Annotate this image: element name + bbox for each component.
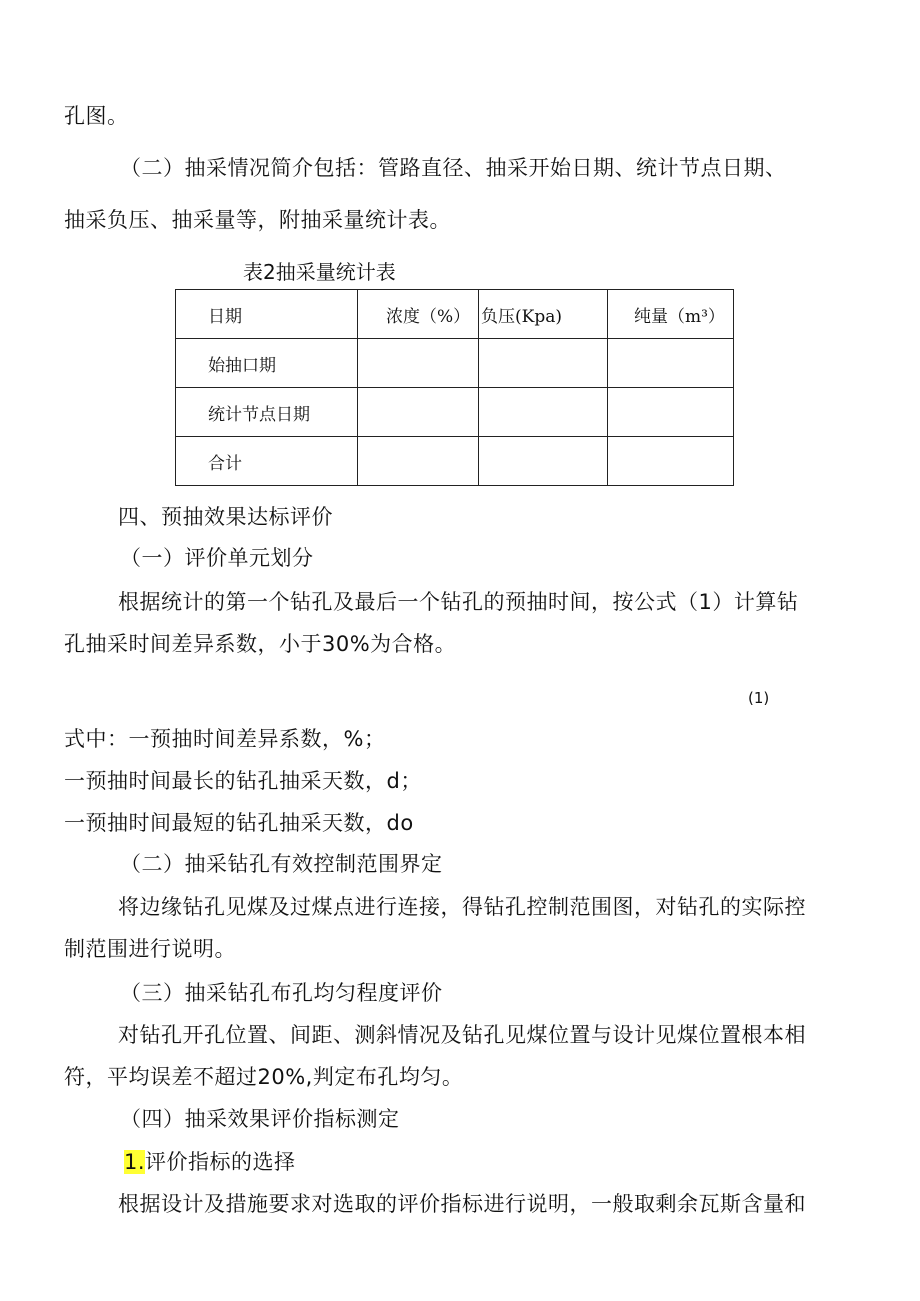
table-row xyxy=(176,437,734,486)
header-cell: 纯量（m³） xyxy=(608,290,734,339)
paragraph-line: 制范围进行说明。 xyxy=(64,937,236,961)
header-cell: 负压(Kpa) xyxy=(479,290,608,339)
table-caption: 表2抽采量统计表 xyxy=(243,260,396,284)
paragraph-line: 一预抽时间最短的钻孔抽采天数，do xyxy=(64,811,414,835)
list-item xyxy=(124,1148,296,1176)
paragraph-line: （二）抽采情况简介包括：管路直径、抽采开始日期、统计节点日期、 xyxy=(120,156,787,180)
paragraph-line: 将边缘钻孔见煤及过煤点进行连接，得钻孔控制范围图，对钻孔的实际控 xyxy=(118,895,806,919)
list-item-text: 评价指标的选择 xyxy=(145,1150,296,1174)
paragraph-line: 符，平均误差不超过20%,判定布孔均匀。 xyxy=(64,1065,464,1089)
table-cell xyxy=(358,388,479,437)
table-cell: 统计节点日期 xyxy=(176,388,358,437)
table-cell xyxy=(479,339,608,388)
subsection-heading: （二）抽采钻孔有效控制范围界定 xyxy=(120,852,443,876)
list-marker: 1. xyxy=(124,1150,146,1174)
paragraph-line: 孔抽采时间差异系数，小于30%为合格。 xyxy=(64,632,457,656)
paragraph-line: 孔图。 xyxy=(64,104,129,128)
paragraph-line: 根据统计的第一个钻孔及最后一个钻孔的预抽时间，按公式（1）计算钻 xyxy=(118,590,799,614)
paragraph-line: 一预抽时间最长的钻孔抽采天数，d； xyxy=(64,769,422,793)
paragraph-line: 式中：一预抽时间差异系数，%； xyxy=(64,727,386,751)
subsection-heading: （三）抽采钻孔布孔均匀程度评价 xyxy=(120,981,443,1005)
subsection-heading: （四）抽采效果评价指标测定 xyxy=(120,1107,400,1131)
table-row xyxy=(176,388,734,437)
paragraph-line: 根据设计及措施要求对选取的评价指标进行说明，一般取剩余瓦斯含量和 xyxy=(118,1192,806,1216)
section-heading: 四、预抽效果达标评价 xyxy=(118,505,333,529)
table-cell xyxy=(479,437,608,486)
table-cell: 始抽口期 xyxy=(176,339,358,388)
table-cell xyxy=(479,388,608,437)
equation-number: (1) xyxy=(748,689,770,707)
statistics-table xyxy=(175,289,734,486)
paragraph-line: 抽采负压、抽采量等，附抽采量统计表。 xyxy=(64,208,451,232)
table-row xyxy=(176,339,734,388)
header-cell: 日期 xyxy=(176,290,358,339)
table-header-row xyxy=(176,290,734,339)
table-cell: 合计 xyxy=(176,437,358,486)
paragraph-line: 对钻孔开孔位置、间距、测斜情况及钻孔见煤位置与设计见煤位置根本相 xyxy=(118,1023,806,1047)
table-cell xyxy=(358,339,479,388)
table-cell xyxy=(358,437,479,486)
table-cell xyxy=(608,339,734,388)
subsection-heading: （一）评价单元划分 xyxy=(120,546,314,570)
table-cell xyxy=(608,437,734,486)
header-cell: 浓度（%） xyxy=(358,290,479,339)
table-cell xyxy=(608,388,734,437)
